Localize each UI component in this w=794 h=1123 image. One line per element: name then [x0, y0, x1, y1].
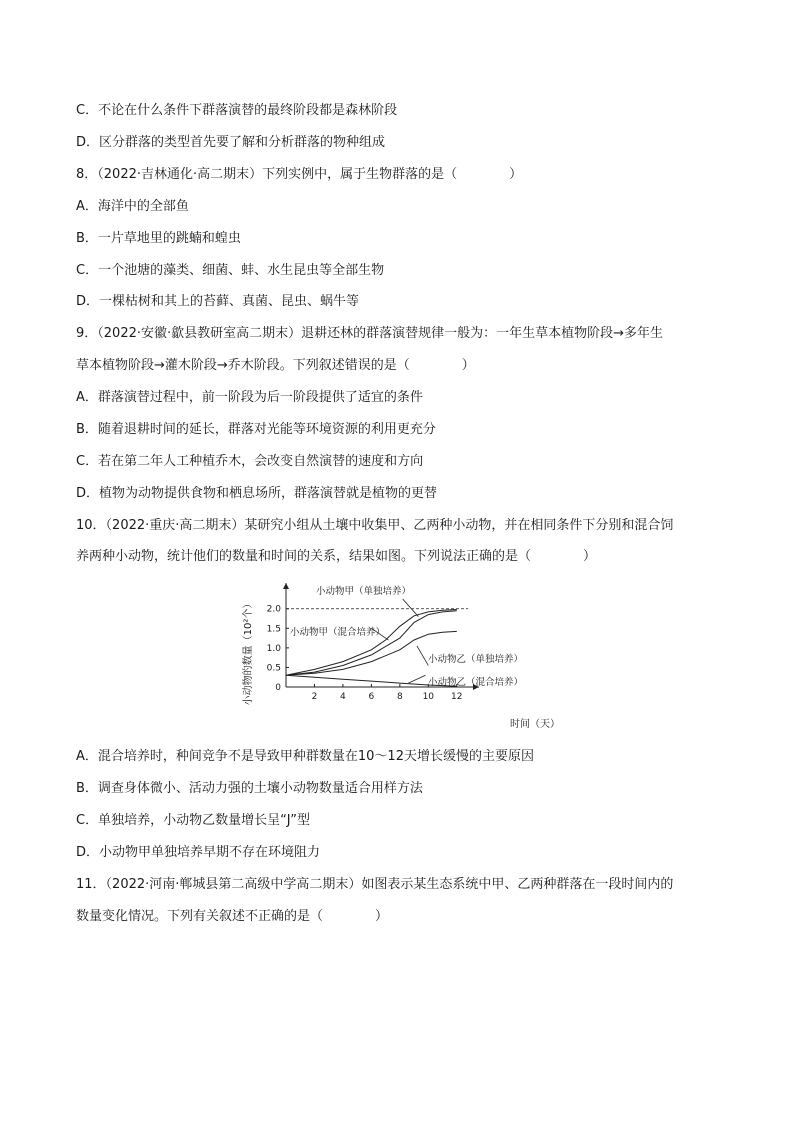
x-tick-label: 12: [451, 692, 463, 702]
y-tick-label: 1.0: [266, 643, 281, 654]
option-7c: C．不论在什么条件下群落演替的最终阶段都是森林阶段: [76, 103, 398, 118]
x-tick-label: 2: [311, 692, 318, 702]
series-leader-line: [403, 599, 419, 617]
option-10a: A．混合培养时，种间竞争不是导致甲种群数量在10～12天增长缓慢的主要原因: [76, 749, 534, 764]
series-label: 小动物乙（单独培养）: [428, 654, 524, 665]
series-label: 小动物甲（单独培养）: [316, 586, 412, 597]
option-9c: C．若在第二年人工种植乔木，会改变自然演替的速度和方向: [76, 454, 424, 469]
series-leader-line: [417, 646, 428, 666]
option-9d: D．植物为动物提供食物和栖息场所，群落演替就是植物的更替: [76, 486, 438, 501]
option-7d: D．区分群落的类型首先要了解和分析群落的物种组成: [76, 135, 386, 150]
option-8c: C．一个池塘的藻类、细菌、蚌、水生昆虫等全部生物: [76, 263, 385, 278]
question-11-stem-line1: 11．（2022·河南·郸城县第二高级中学高二期末）如图表示某生态系统中甲、乙两种群落在一段时间内的: [76, 877, 674, 892]
question-9-stem-line2: 草本植物阶段→灌木阶段→乔木阶段。下列叙述错误的是（ ）: [76, 358, 475, 373]
x-tick-label: 4: [340, 692, 346, 702]
option-10c: C．单独培养，小动物乙数量增长呈“J”型: [76, 813, 310, 828]
y-axis-arrow: [283, 583, 289, 589]
option-9b: B．随着退耕时间的延长，群落对光能等环境资源的利用更充分: [76, 422, 436, 437]
option-8b: B．一片草地里的跳蝻和蝗虫: [76, 231, 241, 246]
y-tick-label: 0: [275, 683, 281, 693]
option-8a: A．海洋中的全部鱼: [76, 199, 189, 214]
x-tick-label: 10: [422, 692, 435, 702]
question-10-stem-line1: 10．（2022·重庆·高二期末）某研究小组从土壤中收集甲、乙两种小动物，并在相同条件下分别和混合饲: [76, 518, 674, 533]
question-10-stem-line2: 养两种小动物，统计他们的数量和时间的关系，结果如图。下列说法正确的是（ ）: [76, 549, 597, 564]
option-10b: B．调查身体微小、活动力强的土壤小动物数量适合用样方法: [76, 781, 423, 796]
y-tick-label: 1.5: [266, 624, 281, 635]
question-11-stem-line2: 数量变化情况。下列有关叙述不正确的是（ ）: [76, 909, 389, 924]
x-axis-label: 时间（天）: [510, 719, 560, 730]
question-8-stem: 8．（2022·吉林通化·高二期末）下列实例中，属于生物群落的是（ ）: [76, 167, 523, 182]
question-9-stem-line1: 9．（2022·安徽·歙县教研室高二期末）退耕还林的群落演替规律一般为：一年生草本植物阶段→多年生: [76, 326, 664, 341]
x-tick-label: 8: [396, 692, 403, 702]
y-tick-label: 2.0: [266, 604, 281, 615]
series-line: [286, 610, 457, 676]
option-10d: D．小动物甲单独培养早期不存在环境阻力: [76, 845, 321, 860]
series-line: [286, 611, 457, 676]
series-label: 小动物甲（混合培养）: [290, 627, 386, 638]
series-leader-line: [408, 675, 425, 683]
option-9a: A．群落演替过程中，前一阶段为后一阶段提供了适宜的条件: [76, 390, 423, 405]
y-axis-label: 小动物的数量（10²个）: [243, 598, 254, 706]
x-tick-label: 6: [368, 692, 375, 702]
y-tick-label: 0.5: [266, 663, 281, 674]
option-8d: D．一棵枯树和其上的苔藓、真菌、昆虫、蜗牛等: [76, 294, 360, 309]
series-label: 小动物乙（混合培养）: [428, 677, 524, 688]
population-chart: [238, 580, 568, 732]
